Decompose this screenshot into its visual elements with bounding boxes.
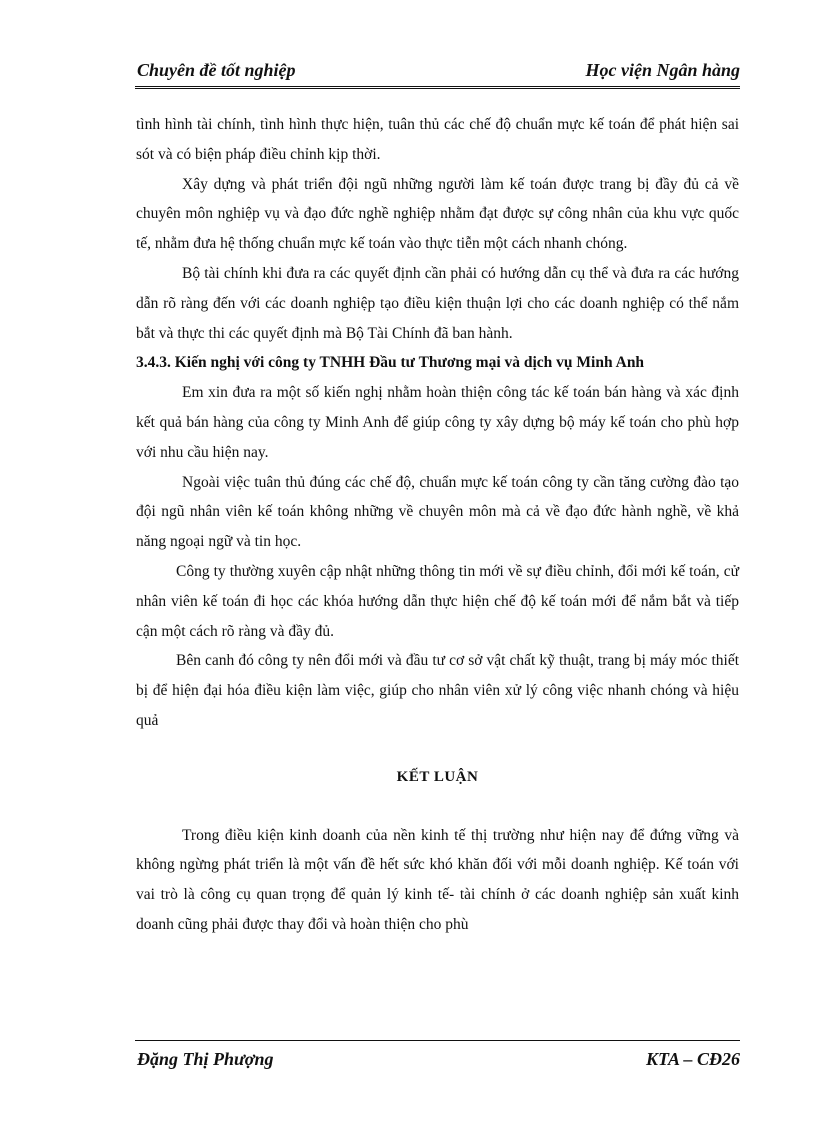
paragraph-conclusion: Trong điều kiện kinh doanh của nền kinh tế thị trường như hiện nay để đứng vững và không ngừng phát triển là một vấn đề hết sức khó khăn đối với mỗi doanh nghiệp. Kế toán với vai trò là công cụ quan trọng để quản lý kinh tế- tài chính ở các doanh nghiệp sản xuất kinh doanh cũng phải được thay đổi và hoàn thiện cho phù bbox=[136, 826, 739, 933]
paragraph-infrastructure-investment: Bên canh đó công ty nên đổi mới và đầu tư cơ sở vật chất kỹ thuật, trang bị máy móc thiết bị để hiện đại hóa điều kiện làm việc, giúp cho nhân viên xử lý công việc nhanh chóng và hiệu quả bbox=[136, 652, 739, 729]
paragraph-ministry-guidance: Bộ tài chính khi đưa ra các quyết định cần phải có hướng dẫn cụ thể và đưa ra các hướng dẫn rõ ràng đến với các doanh nghiệp tạo điều kiện thuận lợi cho các doanh nghiệp có thể nắm bắt và thực thi các quyết định mà Bộ Tài Chính đã ban hành. bbox=[136, 264, 739, 342]
footer-class-code: KTA – CĐ26 bbox=[645, 1049, 740, 1069]
page-header bbox=[135, 58, 740, 89]
conclusion-heading: KẾT LUẬN bbox=[396, 768, 479, 785]
page-body bbox=[136, 110, 739, 940]
paragraph-regulation-updates: Công ty thường xuyên cập nhật những thông tin mới về sự điều chỉnh, đổi mới kế toán, cử nhân viên kế toán đi học các khóa hướng dẫn thực hiện chế độ kế toán mới để nắm bắt và tiếp cận một cách rõ ràng và đầy đủ. bbox=[136, 562, 739, 640]
paragraph-staff-training: Ngoài việc tuân thủ đúng các chế độ, chuẩn mực kế toán công ty cần tăng cường đào tạo đội ngũ nhân viên kế toán không những về chuyên môn mà cả về đạo đức hành nghề, về khả năng ngoại ngữ và tin học. bbox=[136, 473, 739, 551]
paragraph-staff-development: Xây dựng và phát triển đội ngũ những người làm kế toán được trang bị đầy đủ cả về chuyên môn nghiệp vụ và đạo đức nghề nghiệp nhằm đạt được sự công nhân của khu vực quốc tế, nhằm đưa hệ thống chuẩn mực kế toán vào thực tiễn một cách nhanh chóng. bbox=[136, 175, 739, 253]
page-footer bbox=[135, 1040, 740, 1073]
paragraph-recommendations-intro: Em xin đưa ra một số kiến nghị nhằm hoàn thiện công tác kế toán bán hàng và xác định kết quả bán hàng của công ty Minh Anh để giúp công ty xây dựng bộ máy kế toán cho phù hợp với nhu cầu hiện nay. bbox=[136, 384, 739, 461]
header-thesis-title: Chuyên đề tốt nghiệp bbox=[137, 60, 296, 80]
section-heading-3-4-3: 3.4.3. Kiến nghị với công ty TNHH Đầu tư Thương mại và dịch vụ Minh Anh bbox=[136, 354, 645, 372]
footer-author: Đặng Thị Phượng bbox=[137, 1049, 274, 1069]
header-institution: Học viện Ngân hàng bbox=[585, 60, 740, 80]
paragraph-continuation: tình hình tài chính, tình hình thực hiện, tuân thủ các chế độ chuẩn mực kế toán để phát hiện sai sót và có biện pháp điều chỉnh kịp thời. bbox=[136, 116, 739, 163]
